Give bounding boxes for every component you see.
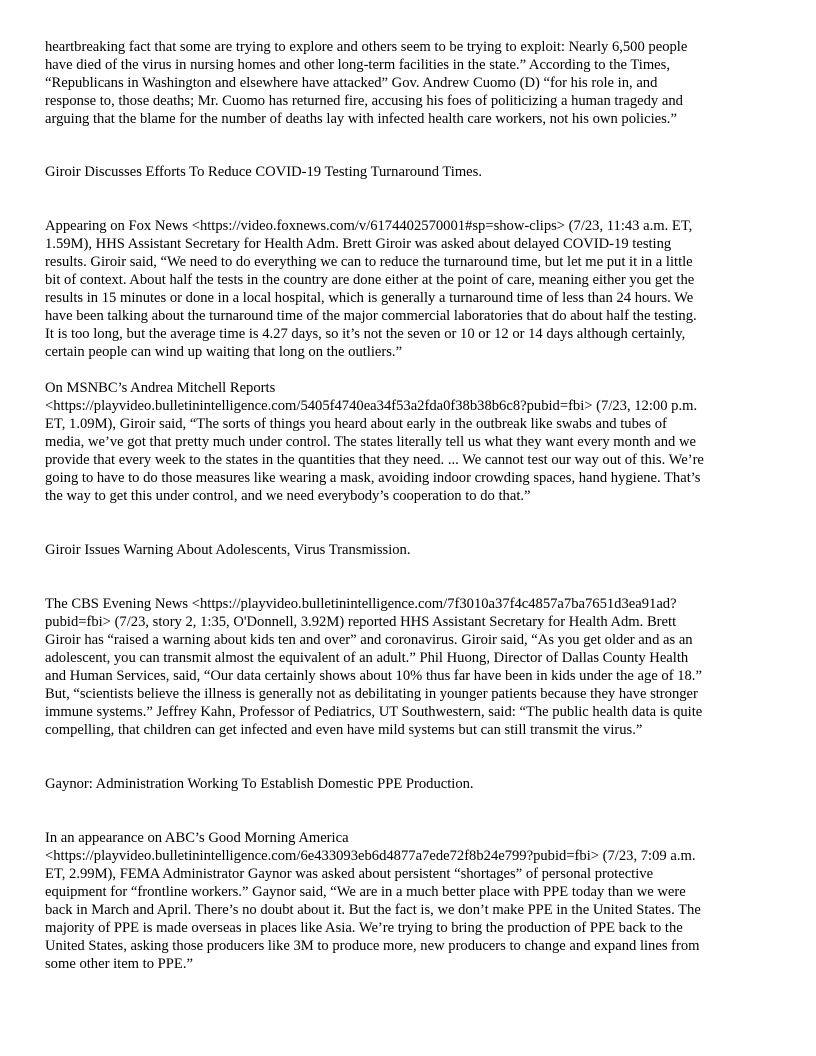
paragraph-msnbc-giroir: On MSNBC’s Andrea Mitchell Reports <https://playvideo.bulletinintelligence.com/5405f4740ea34f53a2fda0f38b38b6c8?pubid=fbi> (7/23, 12:00 p.m. ET, 1.09M), Giroir said, “The sorts of things you heard about early in the outbreak like swabs and tubes of media, we’ve got that pretty much under control. The states literally tell us what they want every month and we provide that every week to the states in the quantities that they need. ... We cannot test our way out of this. We’re going to have to do those measures like wearing a mask, avoiding indoor crowding spaces, hand hygiene. That’s the way to get this under control, and we need everybody’s cooperation to do that.” xyxy=(45,380,704,504)
paragraph-fox-news-giroir: Appearing on Fox News <https://video.foxnews.com/v/6174402570001#sp=show-clips> (7/23, 11:43 a.m. ET, 1.59M), HHS Assistant Secretary for Health Adm. Brett Giroir was asked about delayed COVID-19 testing results. Giroir said, “We need to do everything we can to reduce the turnaround time, but let me put it in a little bit of context. About half the tests in the country are done either at the point of care, meaning either you get the results in 15 minutes or done in a local hospital, which is generally a turnaround time of less than 24 hours. We have been talking about the turnaround time of the major commercial laboratories that do about half the testing. It is too long, but the average time is 4.27 days, so it’s not the seven or 10 or 12 or 14 days although certainly, certain people can wind up waiting that long on the outliers.” xyxy=(45,218,697,360)
paragraph-cbs-evening-news: The CBS Evening News <https://playvideo.bulletinintelligence.com/7f3010a37f4c4857a7ba7651d3ea91ad? pubid=fbi> (7/23, story 2, 1:35, O'Donnell, 3.92M) reported HHS Assistant Secretary for Health Adm. Brett Giroir has “raised a warning about kids ten and over” and coronavirus. Giroir said, “As you get older and as an adolescent, you can transmit almost the equivalent of an adult.” Phil Huong, Director of Dallas County Health and Human Services, said, “Our data certainly shows about 10% thus far have been in kids under the age of 18.” But, “scientists believe the illness is generally not as debilitating in younger patients because they have stronger immune systems.” Jeffrey Kahn, Professor of Pediatrics, UT Southwestern, said: “The public health data is quite compelling, that children can get infected and even have mild systems but can still transmit the virus.” xyxy=(45,596,703,738)
paragraph-abc-gma-gaynor: In an appearance on ABC’s Good Morning America <https://playvideo.bulletinintelligence.com/6e433093eb6d4877a7ede72f8b24e799?pubid=fbi> (7/23, 7:09 a.m. ET, 2.99M), FEMA Administrator Gaynor was asked about persistent “shortages” of personal protective equipment for “frontline workers.” Gaynor said, “We are in a much better place with PPE today than we were back in March and April. There’s no doubt about it. But the fact is, we don’t make PPE in the United States. The majority of PPE is made overseas in places like Asia. We’re trying to bring the production of PPE back to the United States, asking those producers like 3M to produce more, new producers to change and expand lines from some other item to PPE.” xyxy=(45,830,701,972)
heading-giroir-testing-turnaround: Giroir Discusses Efforts To Reduce COVID-19 Testing Turnaround Times. xyxy=(45,164,482,180)
heading-giroir-adolescents-warning: Giroir Issues Warning About Adolescents, Virus Transmission. xyxy=(45,542,411,558)
heading-gaynor-ppe-production: Gaynor: Administration Working To Establish Domestic PPE Production. xyxy=(45,776,474,792)
paragraph-nursing-home-deaths: heartbreaking fact that some are trying to explore and others seem to be trying to exploit: Nearly 6,500 people have died of the virus in nursing homes and other long-term facilities in the state.” According to the Times, “Republicans in Washington and elsewhere have attacked” Gov. Andrew Cuomo (D) “for his role in, and response to, those deaths; Mr. Cuomo has returned fire, accusing his foes of politicizing a human tragedy and arguing that the blame for the number of deaths lay with infected health care workers, not his own policies.” xyxy=(45,39,688,127)
